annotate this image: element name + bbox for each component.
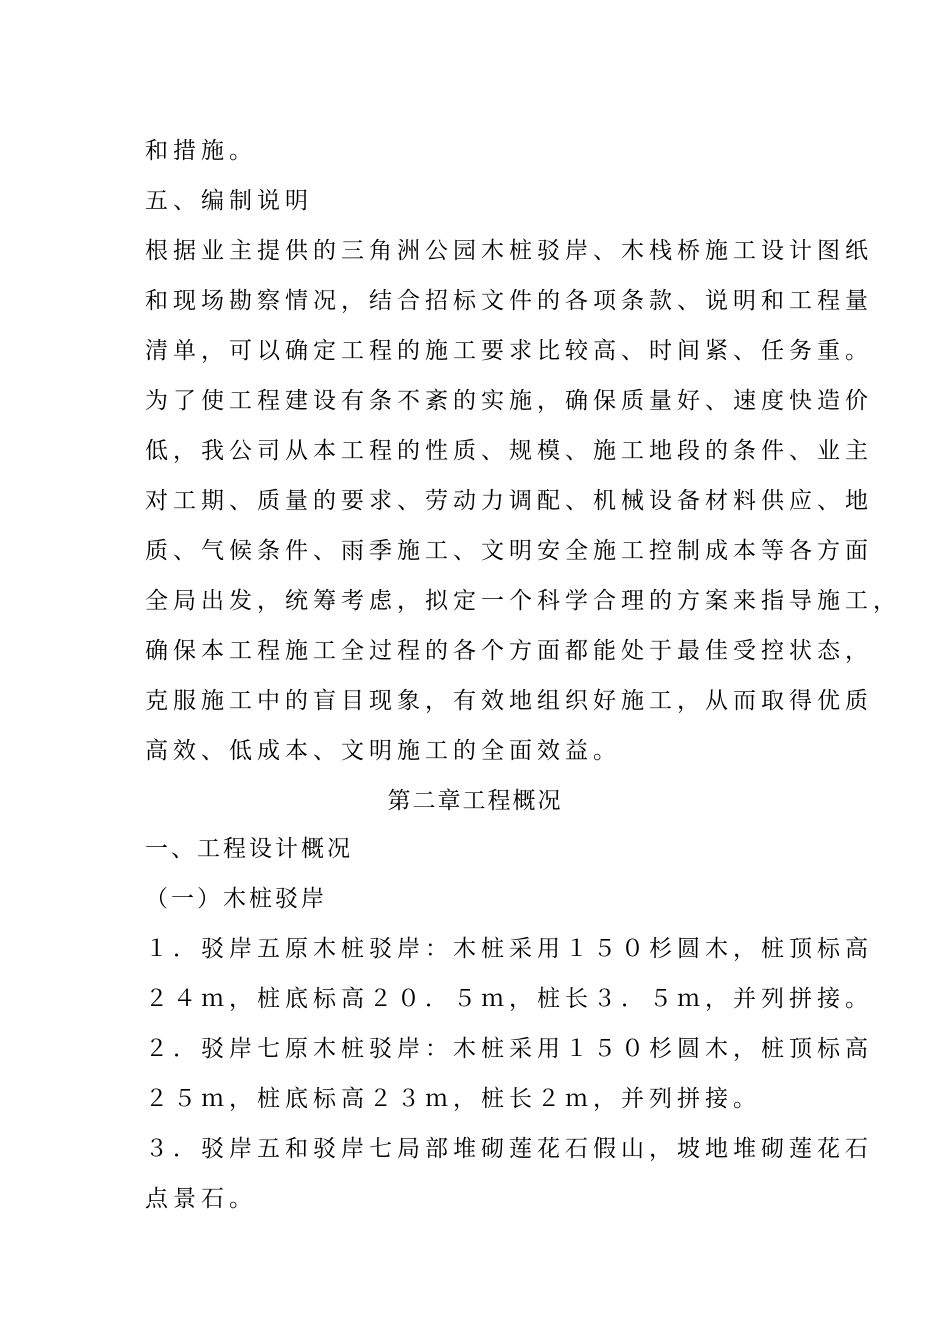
text-line: 根据业主提供的三角洲公园木桩驳岸、木栈桥施工设计图纸 bbox=[145, 238, 873, 264]
text-line: ２５ｍ，桩底标高２３ｍ，桩长２ｍ，并列拼接。 bbox=[145, 1086, 761, 1112]
section-heading: 五、编制说明 bbox=[145, 188, 313, 214]
chapter-title: 第二章工程概况 bbox=[387, 788, 563, 814]
text-line: 确保本工程施工全过程的各个方面都能处于最佳受控状态， bbox=[145, 638, 873, 664]
text-line: 清单，可以确定工程的施工要求比较高、时间紧、任务重。 bbox=[145, 338, 873, 364]
list-item: ３．驳岸五和驳岸七局部堆砌莲花石假山，坡地堆砌莲花石 bbox=[145, 1136, 873, 1162]
text-line: 为了使工程建设有条不紊的实施，确保质量好、速度快造价 bbox=[145, 388, 873, 414]
section-heading: 一、工程设计概况 bbox=[145, 836, 353, 862]
text-line: 对工期、质量的要求、劳动力调配、机械设备材料供应、地 bbox=[145, 488, 873, 514]
text-line: 高效、低成本、文明施工的全面效益。 bbox=[145, 738, 621, 764]
text-line: 质、气候条件、雨季施工、文明安全施工控制成本等各方面 bbox=[145, 538, 873, 564]
text-line: ２４ｍ，桩底标高２０．５ｍ，桩长３．５ｍ，并列拼接。 bbox=[145, 986, 873, 1012]
subsection-heading: （一）木桩驳岸 bbox=[145, 886, 327, 912]
text-line: 和措施。 bbox=[145, 138, 257, 164]
text-line: 低，我公司从本工程的性质、规模、施工地段的条件、业主 bbox=[145, 438, 873, 464]
list-item: １．驳岸五原木桩驳岸：木桩采用１５０杉圆木，桩顶标高 bbox=[145, 936, 873, 962]
text-line: 和现场勘察情况，结合招标文件的各项条款、说明和工程量 bbox=[145, 288, 873, 314]
text-line: 点景石。 bbox=[145, 1186, 257, 1212]
list-item: ２．驳岸七原木桩驳岸：木桩采用１５０杉圆木，桩顶标高 bbox=[145, 1036, 873, 1062]
text-line: 克服施工中的盲目现象，有效地组织好施工，从而取得优质 bbox=[145, 688, 873, 714]
text-line: 全局出发，统筹考虑，拟定一个科学合理的方案来指导施工， bbox=[145, 588, 901, 614]
